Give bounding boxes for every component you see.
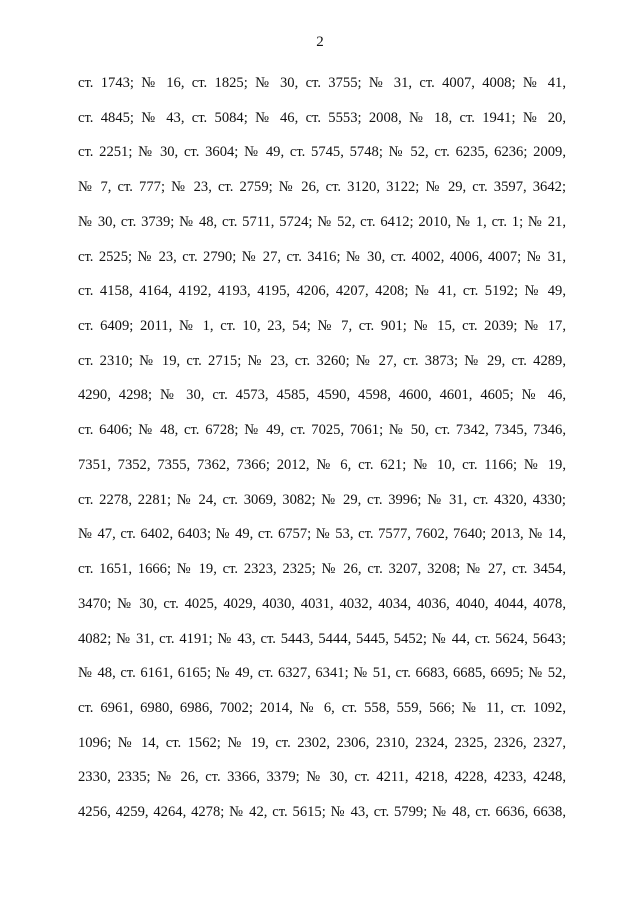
text-line: № 30, ст. 3739; № 48, ст. 5711, 5724; № 52, ст. 6412; 2010, № 1, ст. 1; № 21, (78, 213, 566, 230)
text-line: ст. 4845; № 43, ст. 5084; № 46, ст. 5553; 2008, № 18, ст. 1941; № 20, (78, 109, 566, 126)
text-line: ст. 2278, 2281; № 24, ст. 3069, 3082; № 29, ст. 3996; № 31, ст. 4320, 4330; (78, 491, 566, 508)
text-line: 4256, 4259, 4264, 4278; № 42, ст. 5615; № 43, ст. 5799; № 48, ст. 6636, 6638, (78, 804, 566, 821)
text-line: ст. 2251; № 30, ст. 3604; № 49, ст. 5745, 5748; № 52, ст. 6235, 6236; 2009, (78, 144, 566, 161)
text-line: ст. 6961, 6980, 6986, 7002; 2014, № 6, ст. 558, 559, 566; № 11, ст. 1092, (78, 699, 566, 716)
text-line: 3470; № 30, ст. 4025, 4029, 4030, 4031, 4032, 4034, 4036, 4040, 4044, 4078, (78, 595, 566, 612)
citation-text (78, 66, 566, 830)
text-line: ст. 4158, 4164, 4192, 4193, 4195, 4206, 4207, 4208; № 41, ст. 5192; № 49, (78, 283, 566, 300)
text-line: ст. 1743; № 16, ст. 1825; № 30, ст. 3755; № 31, ст. 4007, 4008; № 41, (78, 75, 566, 91)
text-line: 4290, 4298; № 30, ст. 4573, 4585, 4590, 4598, 4600, 4601, 4605; № 46, (78, 387, 566, 404)
text-line: 2330, 2335; № 26, ст. 3366, 3379; № 30, ст. 4211, 4218, 4228, 4233, 4248, (78, 769, 566, 786)
text-line: 7351, 7352, 7355, 7362, 7366; 2012, № 6, ст. 621; № 10, ст. 1166; № 19, (78, 456, 566, 473)
text-line: № 7, ст. 777; № 23, ст. 2759; № 26, ст. 3120, 3122; № 29, ст. 3597, 3642; (78, 179, 566, 196)
text-line: ст. 2525; № 23, ст. 2790; № 27, ст. 3416; № 30, ст. 4002, 4006, 4007; № 31, (78, 248, 566, 265)
text-line: ст. 2310; № 19, ст. 2715; № 23, ст. 3260; № 27, ст. 3873; № 29, ст. 4289, (78, 352, 566, 369)
text-line: ст. 6406; № 48, ст. 6728; № 49, ст. 7025, 7061; № 50, ст. 7342, 7345, 7346, (78, 422, 566, 439)
text-line: 1096; № 14, ст. 1562; № 19, ст. 2302, 2306, 2310, 2324, 2325, 2326, 2327, (78, 734, 566, 751)
text-line: ст. 6409; 2011, № 1, ст. 10, 23, 54; № 7, ст. 901; № 15, ст. 2039; № 17, (78, 318, 566, 335)
text-line: № 47, ст. 6402, 6403; № 49, ст. 6757; № 53, ст. 7577, 7602, 7640; 2013, № 14, (78, 526, 566, 543)
page-number: 2 (316, 34, 324, 50)
text-line: 4082; № 31, ст. 4191; № 43, ст. 5443, 5444, 5445, 5452; № 44, ст. 5624, 5643; (78, 630, 566, 647)
text-line: № 48, ст. 6161, 6165; № 49, ст. 6327, 6341; № 51, ст. 6683, 6685, 6695; № 52, (78, 665, 566, 682)
text-line: ст. 1651, 1666; № 19, ст. 2323, 2325; № 26, ст. 3207, 3208; № 27, ст. 3454, (78, 561, 566, 578)
